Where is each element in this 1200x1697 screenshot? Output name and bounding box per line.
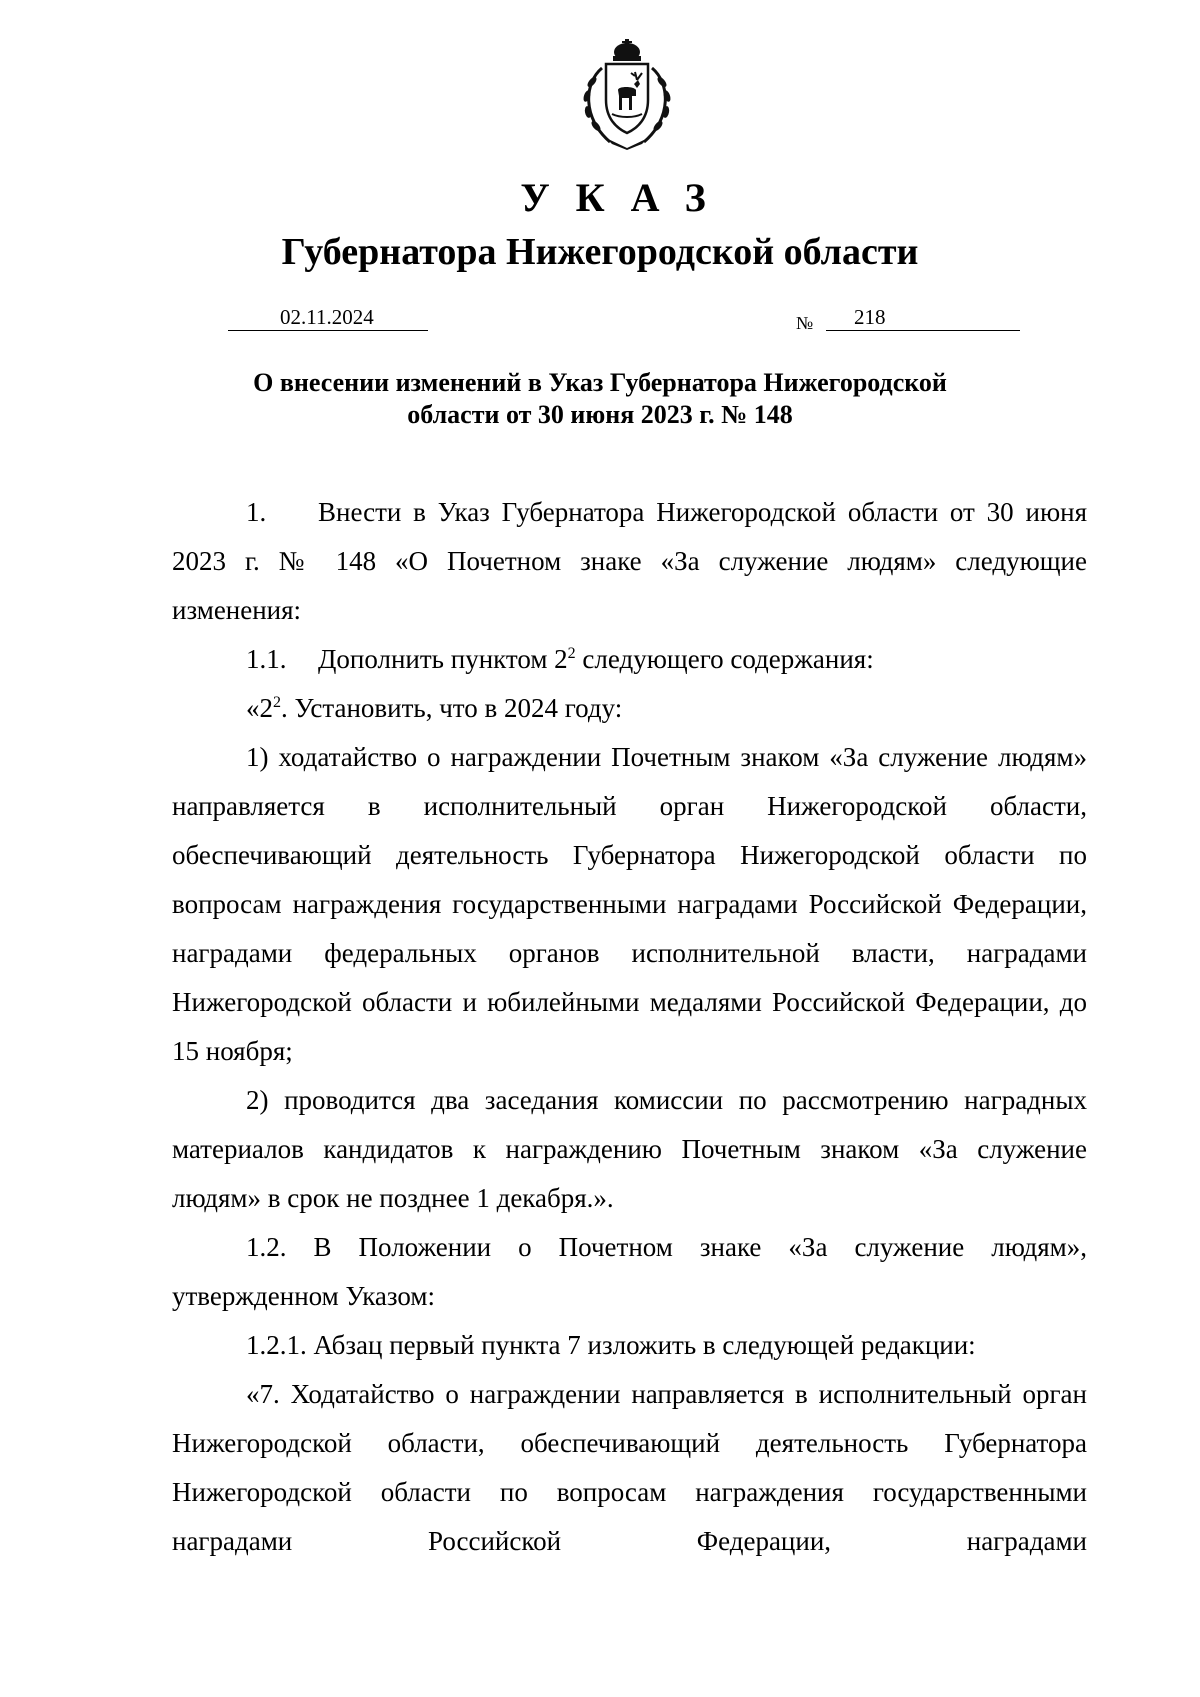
paragraph-2-2 — [172, 684, 1087, 733]
paragraph-2-2-superscript: 2 — [273, 694, 281, 711]
document-number: 218 — [826, 304, 1020, 331]
paragraph-1-1 — [172, 635, 1087, 684]
paragraph-1-2: 1.2. В Положении о Почетном знаке «За служение людям», утвержденном Указом: — [172, 1232, 1087, 1311]
paragraph-1-1-superscript: 2 — [567, 645, 576, 662]
paragraph-1-1-text-b: следующего содержания: — [575, 644, 874, 674]
paragraph-2-2-text: . Установить, что в 2024 году: — [281, 693, 623, 723]
paragraph-1-1-text-a: Дополнить пунктом 2 — [318, 644, 568, 674]
document-subject — [0, 367, 1200, 431]
number-sign: № — [796, 313, 814, 333]
paragraph-1-number: 1. — [246, 497, 267, 527]
paragraph-1-1-number: 1.1. — [246, 644, 287, 674]
paragraph-1-2-1: 1.2.1. Абзац первый пункта 7 изложить в следующей редакции: — [246, 1330, 976, 1360]
paragraph-2-2-open: «2 — [246, 693, 273, 723]
document-type-title: УКАЗ — [520, 175, 732, 220]
document-body — [172, 488, 1087, 1566]
subject-line-1: О внесении изменений в Указ Губернатора Нижегородской — [253, 368, 947, 397]
paragraph-2-2-item-1: 1) ходатайство о награждении Почетным знаком «За служение людям» направляется в исполнительный орган Нижегородской области, обеспечивающий деятельность Губернатора Нижегородской области по вопросам награждения государственными наградами Российской Федерации, наградами федеральных органов исполнительной власти, наградами Нижегородской области и юбилейными медалями Российской Федерации, до 15 ноября; — [172, 742, 1087, 1066]
subject-line-2: области от 30 июня 2023 г. № 148 — [407, 400, 793, 429]
paragraph-7: «7. Ходатайство о награждении направляется в исполнительный орган Нижегородской области, обеспечивающий деятельность Губернатора Нижегородской области по вопросам награждения государственными наградами Российской Федерации, наградами — [172, 1379, 1087, 1556]
nizhny-novgorod-coat-of-arms-icon — [572, 38, 682, 150]
document-date: 02.11.2024 — [228, 304, 428, 331]
paragraph-1-text: Внести в Указ Губернатора Нижегородской области от 30 июня 2023 г. № 148 «О Почетном знаке «За служение людям» следующие изменения: — [172, 497, 1087, 625]
issuer-title: Губернатора Нижегородской области — [281, 231, 919, 273]
paragraph-2-2-item-2: 2) проводится два заседания комиссии по рассмотрению наградных материалов кандидатов к награждению Почетным знаком «За служение людям» в срок не позднее 1 декабря.». — [172, 1085, 1087, 1213]
paragraph-1 — [172, 488, 1087, 635]
